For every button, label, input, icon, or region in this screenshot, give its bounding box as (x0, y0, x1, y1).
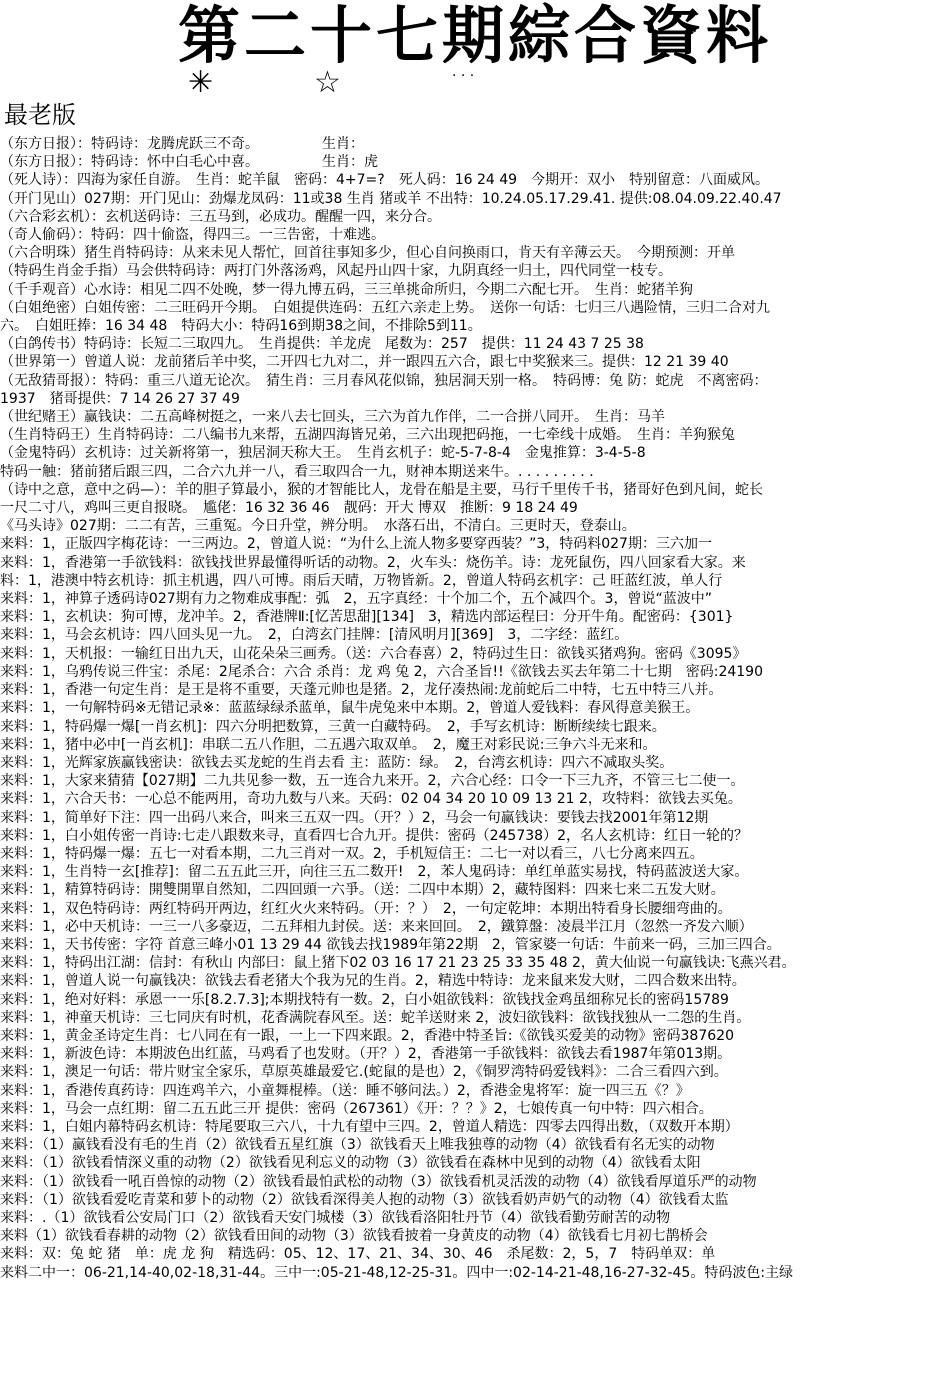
text-line: 来料：1，必中天机诗：一三一八多豪迈，二五拜相九封侯。送：来来回回。 2，鐵算盤：凌晨半江月（忽然一齐发六顺） (0, 918, 753, 935)
text-line: 1937 猪哥提供：7 14 26 27 37 49 (0, 390, 240, 407)
text-line: 来料：（1）欲钱看爱吃青菜和萝卜的动物（2）欲钱看深得美人抱的动物（3）欲钱看奶声奶气的动物（4）欲钱看太监 (0, 1191, 729, 1208)
text-line: 来料：双：兔 蛇 猪 单：虎 龙 狗 精选码：05、12、17、21、34、30、46 杀尾数：2，5，7 特码单双：单 (0, 1246, 716, 1263)
text-line: （无敌猜哥报）：特码：重三八道无论次。 猜生肖：三月春风花似锦，独居洞天别一格。 特码博：兔 防：蛇虎 不离密码： (0, 372, 768, 389)
text-line: （死人诗）：四海为家任自游。 生肖：蛇羊鼠 密码：4+7=? 死人码：16 24 49 今期开：双小 特别留意：八面威风。 (0, 172, 770, 189)
outline-star-icon: ☆ (314, 65, 341, 100)
text-line: （千手观音）心水诗：相见二四不处晚，梦一得九博五码，三三单挑命所归，今期二六配七开。 生肖：蛇猪羊狗 (0, 281, 693, 298)
article-body (0, 135, 950, 1391)
text-line: （金鬼特码）玄机诗：过关新将第一，独居洞天称大王。 生肖玄机子：蛇-5-7-8-4 金鬼推算：3-4-5-8 (0, 445, 646, 462)
text-line: 来料：1，马会玄机诗：四八回头见一九。 2，白湾玄门挂牌：[清风明月][369] 3，二字经：蓝红。 (0, 627, 629, 644)
text-line: （世纪赌王）赢钱诀：二五高峰树挺之，一来八去七回头，三六为首九作伴，二一合拼八同开。 生肖：马羊 (0, 409, 665, 426)
text-line: （六合彩玄机）：玄机送码诗：三五马到，必成功。醒醒一四，来分合。 (0, 208, 441, 225)
edition-label: 最老版 (4, 101, 76, 129)
text-line: 一尺二寸八，鸡叫三更自报晓。 尴佬：16 32 36 46 靓码：开大 博双 推断：9 18 24 49 (0, 500, 578, 517)
text-line: （世界第一）曾道人说：龙前猪后羊中奖，二开四七九对二，并一跟四五六合，跟七中奖猴来三。提供：12 21 39 40 (0, 354, 729, 371)
text-line: 来料：1，新波色诗：本期波色出红蓝，马鸡看了也发财。（开？）2，香港第一手欲钱料：欲钱去看1987年第013期。 (0, 1046, 732, 1063)
text-line: 来料：1，生肖特一玄[推荐]：留二五五此三开，向往三五二数开! 2，苯人鬼码诗：单红单蓝实易找，特码蓝波送大家。 (0, 864, 749, 881)
text-line: 来料：1，简单好下注：四一出码八来合，叫来三五双一四。（开？）2，马会一句赢钱诀：要钱去找2001年第12期 (0, 809, 709, 826)
text-line: （特码生肖金手指）马会供特码诗：两打门外落汤鸡，风起丹山四十家，九阴真经一归土，四代同堂一枝专。 (0, 263, 672, 280)
text-line: 来料：1，一句解特码※无错记录※：蓝蓝绿绿杀蓝单，鼠牛虎兔来中本期。2，曾道人爱钱料：春风得意美猴王。 (0, 700, 700, 717)
text-line: 来料：1，绝对好料：承恩一一乐[8.2.7.3];本期找特有一数。2，白小姐欲钱料：欲钱找金鸡虽细称兄长的密码15789 (0, 991, 729, 1008)
text-line: 来料：1，神童天机诗：三七同庆有时机，花香满院春风至。送：蛇羊送财来 2，波妇欲钱料：欲钱找独从一二怨的生肖。 (0, 1009, 751, 1026)
text-line: 来料：1，白小姐传密一肖诗:七走八跟数来寻，直看四七合九开。提供：密码（245738）2，名人玄机诗：红日一轮的？ (0, 827, 748, 844)
text-line: 来料：（1）赢钱看没有毛的生肖（2）欲钱看五星红旗（3）欲钱看天上唯我独尊的动物（4）欲钱看有名无实的动物 (0, 1137, 715, 1154)
text-line: （奇人偷码）：特码：四十偷盗，得四三。一三告密，十难逃。 (0, 227, 385, 244)
text-line: 来料：1，特码爆一爆[一肖玄机]：四六分明把数算，三黄一白藏特码。 2，手写玄机诗：断断续续七跟来。 (0, 718, 666, 735)
page-title: 第二十七期綜合資料 (177, 0, 772, 72)
text-line: （开门见山）027期：开门见山：劲爆龙凤码：11或38 生肖 猪或羊 不出特：10.24.05.17.29.41. 提供:08.04.09.22.40.47 (0, 190, 782, 207)
text-line: 来料：1，天书传密：字符 首意三峰小01 13 29 44 欲钱去找1989年第22期 2，管家婆一句话：牛前来一码，三加三四合。 (0, 936, 781, 953)
text-line: 料：1，港澳中特玄机诗：抓主机遇，四八可博。雨后天晴，万物皆新。2，曾道人特码玄机字：己 旺蓝红波，单人行 (0, 572, 723, 589)
text-line: 来料：（1）欲钱看一吼百兽惊的动物（2）欲钱看最怕武松的动物（3）欲钱看机灵活泼的动物（4）欲钱看厚道乐严的动物 (0, 1173, 757, 1190)
text-line: 来料：1，香港一句定生肖：是王是将不重要，天蓬元帅也是猪。2，龙仔凑热闹:龙前蛇后二中特，七五中特三八并。 (0, 682, 723, 699)
text-line: 《马头诗》027期：二二有苦，三重冤。今日升堂，辨分明。 水落石出，不清白。三更时天，登泰山。 (0, 518, 636, 535)
text-line: 来料：1，精算特码诗：開雙開單自然知，二四回頭一六爭。（送：二四中本期）2，藏特图料：四来七来二五发大财。 (0, 882, 725, 899)
text-line: 来料：1，特码爆一爆：五七一对看本期，二九三肖对一双。2，手机短信王：二七一对以看三，八七分离来四五。 (0, 845, 704, 862)
text-line: 来料：1，正版四字梅花诗：一三两边。2，曾道人说：“为什么上流人物多要穿西装？”3，特码料027期：三六加一 (0, 536, 712, 553)
text-line: （六合明珠）猪生肖特码诗：从来未见人帮忙，回首往事知多少，但心自问换雨口，肯天有辛薄云天。 今期预测：开单 (0, 245, 735, 262)
text-line: 来料：1，马会一点红期：留二五五此三开 提供：密码（267361）《开：？？》2，七娘传真一句中特：四六相合。 (0, 1100, 713, 1117)
text-line: 来料：1，香港第一手欲钱料：欲钱找世界最懂得听话的动物。2，火车头：烧伤羊。诗：龙死鼠伤，四八回家看大家。来 (0, 554, 746, 571)
text-line: 来料：1，曾道人说一句赢钱决：欲钱去看老猪大个我为兄的生肖。2，精选中特诗：龙来鼠来发大财，二四合数来出特。 (0, 973, 746, 990)
text-line: 来料：.（1）欲钱看公安局门口（2）欲钱看天安门城楼（3）欲钱看洛阳牡丹节（4）欲钱看勤劳耐苦的动物 (0, 1209, 671, 1226)
asterisk-star-icon: ✳ (188, 65, 214, 100)
text-line: 来料：1，神算子透码诗027期有力之物难成事配：弧 2，五字真经：十个加二个，五个减四个。3，曾说“蓝波中” (0, 591, 712, 608)
text-line: 来料：1，天机报：一输红日出九天，山花朵朵三画秀。（送：六合春喜）2，特码过生日：欲钱买猪鸡狗。密码《3095》 (0, 645, 747, 662)
text-line: （生肖特码王）生肖特码诗：二八编书九来帮，五湖四海皆兄弟，三六出现把码拖，一七牵线十成婚。 生肖：羊狗猴兔 (0, 427, 735, 444)
text-line: 来料：1，玄机诀：狗可博，龙冲羊。2，香港牌Ⅱ:[忆苦思甜][134] 3，精选内部运程曰：分开牛角。配密码：{301} (0, 609, 734, 626)
text-line: 来料：1，黄金圣诗定生肖：七八同在有一跟，一上一下四来跟。2，香港中特圣旨:《欲钱买爱美的动物》密码387620 (0, 1027, 734, 1044)
dots-mark: · · · (452, 68, 475, 84)
text-line: 六。 白姐旺捧：16 34 48 特码大小：特码16到期38之间，不排除5到11。 (0, 318, 482, 335)
text-line: （东方日报）：特码诗：龙腾虎跃三不奇。 生肖： (0, 136, 364, 152)
text-line: （白鸽传书）特码诗：长短二三取四九。 生肖提供：羊龙虎 尾数为：257 提供：11 24 43 7 25 38 (0, 336, 644, 353)
text-line: 来料：1，大家来猜猜【027期】二九共见参一数，五一连合九来开。2，六合心经：口令一下三九齐，不管三七二使一。 (0, 773, 745, 790)
text-line: 来料：1，香港传真药诗：四连鸡羊六，小童舞棍棒。（送：睡不够问法。）2，香港金鬼将军：旋一四三五《？》 (0, 1082, 690, 1099)
text-line: 来料：1，六合天书：一心总不能两用，奇功九数与八来。天码：02 04 34 20 10 09 13 21 2，攻特料：欲钱去买兔。 (0, 791, 742, 808)
title-decorations (0, 66, 950, 100)
text-line: （诗中之意，意中之码—）：羊的胆子算最小，猴的才智能比人，龙骨在船是主要，马行千里传千书，猪哥好色到凡间，蛇长 (0, 481, 763, 498)
text-line: 来料：1，光辉家族赢钱密诀：欲钱去买龙蛇的生肖去看 主：蓝防：绿。 2，台湾玄机诗：四六不减取头奖。 (0, 754, 674, 771)
text-line: 来料二中一：06-21,14-40,02-18,31-44。三中一:05-21-48,12-25-31。四中一:02-14-21-48,16-27-32-45。特码波色:主绿 (0, 1264, 794, 1281)
text-line: （东方日报）：特码诗：怀中白毛心中喜。 生肖：虎 (0, 154, 378, 171)
text-line: 来料：1，澳足一句话：带片财宝全家乐，草原英雄最爱它.(蛇鼠的是也）2，《铜罗湾特码爱钱料》：二合三看四六到。 (0, 1064, 728, 1081)
text-line: 来料：1，乌鸦传说三件宝：杀尾：2尾杀合：六合 杀肖：龙 鸡 兔 2，六合圣旨!!《欲钱去买去年第二十七期 密码:24190 (0, 663, 763, 680)
text-line: 来料：1，特码出江湖：信封：有秋山 内部曰：鼠上猪下02 03 16 17 21 23 25 33 35 48 2，黄大仙说一句赢钱诀:飞燕兴君。 (0, 955, 796, 972)
text-line: 来料：（1）欲钱看情深义重的动物（2）欲钱看见利忘义的动物（3）欲钱看在森林中见到的动物（4）欲钱看太阳 (0, 1155, 701, 1172)
text-line: 来料（1）欲钱看春耕的动物（2）欲钱看田间的动物（3）欲钱看披着一身黄皮的动物（4）欲钱看七月初七鹊桥会 (0, 1228, 708, 1245)
text-line: 特码一触：猪前猪后跟三四，二合六九并一八，看三取四合一九，财神本期送来牛。. . . . . . . . . (0, 463, 594, 480)
text-line: 来料：1，猪中必中[一肖玄机]：串联二五八作胆，二五遇六取双单。 2，魔王对彩民说:三争六斗无来和。 (0, 736, 657, 753)
text-line: 来料：1，白姐内幕特码玄机诗：特尾要取三六八，十九有望中三四。2，曾道人精选：四零去四得出数，（双数开本期） (0, 1118, 739, 1135)
text-line: （白姐绝密）白姐传密：二三旺码开今期。 白姐提供连码：五红六亲走上势。 送你一句话：七归三八遇险情，三归二合对九 (0, 299, 770, 316)
text-line: 来料：1，双色特码诗：两红特码开两边，红红火火来特码。（开：？） 2，一句定乾坤：本期出特看身长腰细弯曲的。 (0, 900, 732, 917)
